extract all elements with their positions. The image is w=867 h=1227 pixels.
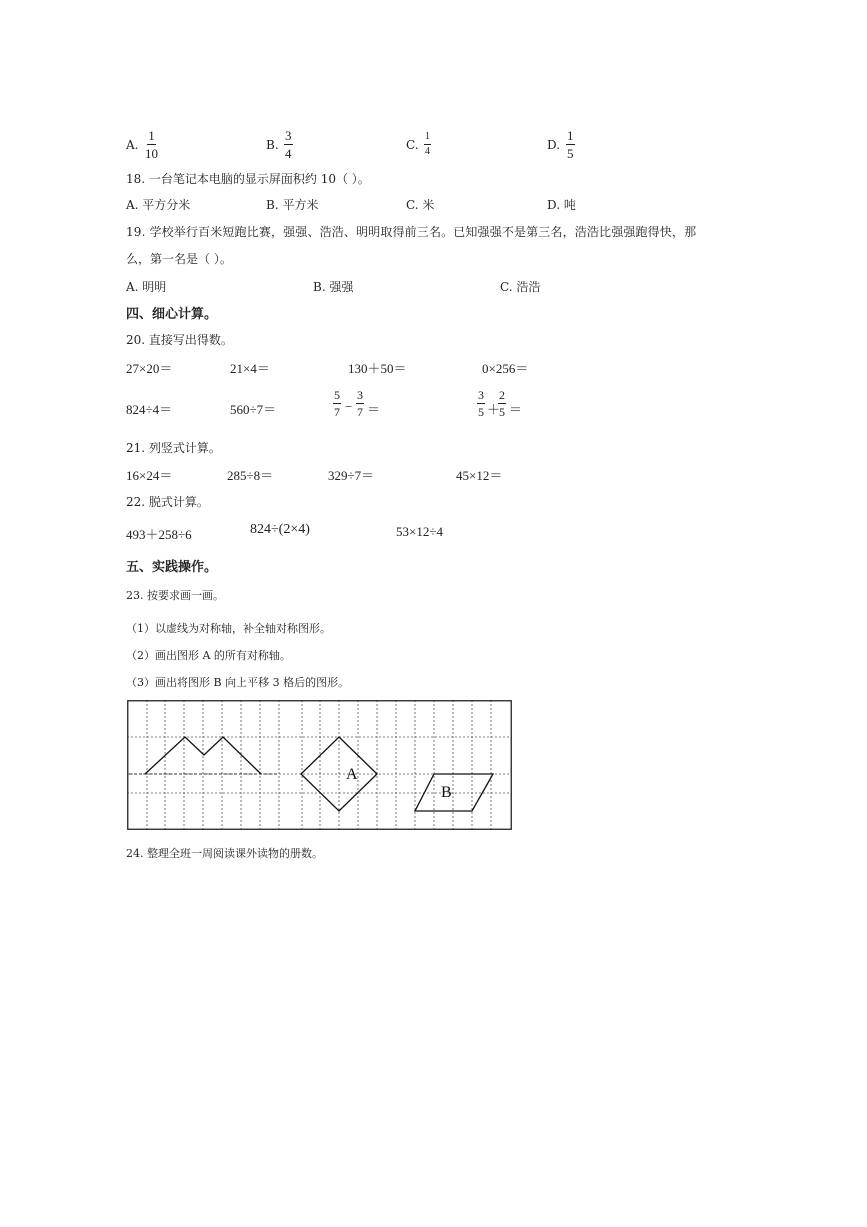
q19-stem-line2: 么，第一名是（ ）。 bbox=[126, 252, 232, 266]
q23-part-1: （1）以虚线为对称轴，补全轴对称图形。 bbox=[126, 622, 331, 635]
q21-expr-3: 329÷7＝ bbox=[328, 468, 375, 483]
q23-grid-figure bbox=[127, 700, 513, 831]
shape-a-label: A bbox=[346, 766, 358, 783]
q19-option-a: A. 明明 bbox=[126, 280, 167, 294]
q21-expr-2: 285÷8＝ bbox=[227, 468, 274, 483]
q23-part-3: （3）画出将图形 B 向上平移 3 格后的图形。 bbox=[126, 676, 350, 689]
q17-option-b-label: B. bbox=[266, 138, 279, 152]
q20-expr-6: 560÷7＝ bbox=[230, 402, 277, 417]
numerator: 1 bbox=[567, 128, 574, 143]
q23-part-2: （2）画出图形 A 的所有对称轴。 bbox=[126, 649, 291, 662]
numerator: 1 bbox=[148, 128, 155, 143]
q17-option-b-fraction bbox=[284, 129, 293, 160]
q19-stem-line1: 19. 学校举行百米短跑比赛，强强、浩浩、明明取得前三名。已知强强不是第三名，浩浩比强强跑得快，那 bbox=[126, 225, 697, 239]
q22-expr-1: 493＋258÷6 bbox=[126, 527, 192, 542]
grid-lines bbox=[127, 700, 511, 829]
q18-option-c: C. 米 bbox=[406, 198, 435, 212]
numerator: 3 bbox=[285, 128, 292, 143]
q19-option-c: C. 浩浩 bbox=[500, 280, 541, 294]
q20-frac2-first bbox=[477, 389, 485, 418]
q23-stem: 23. 按要求画一画。 bbox=[126, 589, 224, 602]
shape-b-parallelogram bbox=[415, 774, 493, 811]
denominator: 5 bbox=[499, 405, 505, 419]
numerator: 1 bbox=[424, 132, 431, 145]
q20-expr-5: 824÷4＝ bbox=[126, 402, 173, 417]
denominator: 7 bbox=[334, 405, 340, 419]
q17-option-d-label: D. bbox=[547, 138, 561, 152]
q20-expr-4: 0×256＝ bbox=[482, 361, 529, 376]
q18-option-d: D. 吨 bbox=[547, 198, 576, 212]
q20-expr-2: 21×4＝ bbox=[230, 361, 270, 376]
denominator: 10 bbox=[145, 146, 158, 161]
numerator: 3 bbox=[478, 388, 484, 402]
q20-expr-3: 130＋50＝ bbox=[348, 361, 407, 376]
q20-frac1-operator: − bbox=[345, 399, 353, 414]
q20-frac1-equals: ＝ bbox=[367, 402, 381, 417]
numerator: 2 bbox=[499, 388, 505, 402]
section-5-title: 五、实践操作。 bbox=[126, 560, 218, 575]
q21-stem: 21. 列竖式计算。 bbox=[126, 441, 221, 455]
denominator: 5 bbox=[567, 146, 574, 161]
denominator: 4 bbox=[425, 146, 430, 157]
q18-stem: 18. 一台笔记本电脑的显示屏面积约 10（ ）。 bbox=[126, 172, 370, 186]
section-4-title: 四、细心计算。 bbox=[126, 307, 218, 322]
q17-option-d-fraction bbox=[566, 129, 575, 160]
q17-option-c-fraction bbox=[424, 132, 431, 157]
q22-stem: 22. 脱式计算。 bbox=[126, 495, 209, 509]
q24-stem: 24. 整理全班一周阅读课外读物的册数。 bbox=[126, 847, 323, 860]
q20-frac2-operator: ＋ bbox=[487, 402, 501, 417]
denominator: 5 bbox=[478, 405, 484, 419]
q20-frac2-equals: ＝ bbox=[509, 402, 523, 417]
q20-frac1-first bbox=[333, 389, 341, 418]
q20-stem: 20. 直接写出得数。 bbox=[126, 333, 233, 347]
q22-expr-2: 824÷(2×4) bbox=[250, 522, 310, 537]
numerator: 3 bbox=[357, 388, 363, 402]
q20-frac2-second bbox=[498, 389, 506, 418]
q21-expr-1: 16×24＝ bbox=[126, 468, 173, 483]
denominator: 7 bbox=[357, 405, 363, 419]
grid-border bbox=[128, 701, 512, 830]
denominator: 4 bbox=[285, 146, 292, 161]
numerator: 5 bbox=[334, 388, 340, 402]
q22-expr-3: 53×12÷4 bbox=[396, 524, 443, 539]
shape-b-label: B bbox=[441, 784, 452, 801]
q20-expr-1: 27×20＝ bbox=[126, 361, 173, 376]
q21-expr-4: 45×12＝ bbox=[456, 468, 503, 483]
q17-option-a-fraction bbox=[145, 129, 158, 160]
q18-option-b: B. 平方米 bbox=[266, 198, 319, 212]
q18-option-a: A. 平方分米 bbox=[126, 198, 191, 212]
q17-option-a-label: A. bbox=[126, 138, 139, 152]
q20-frac1-second bbox=[356, 389, 364, 418]
q19-option-b: B. 强强 bbox=[313, 280, 354, 294]
q17-option-c-label: C. bbox=[406, 138, 419, 152]
